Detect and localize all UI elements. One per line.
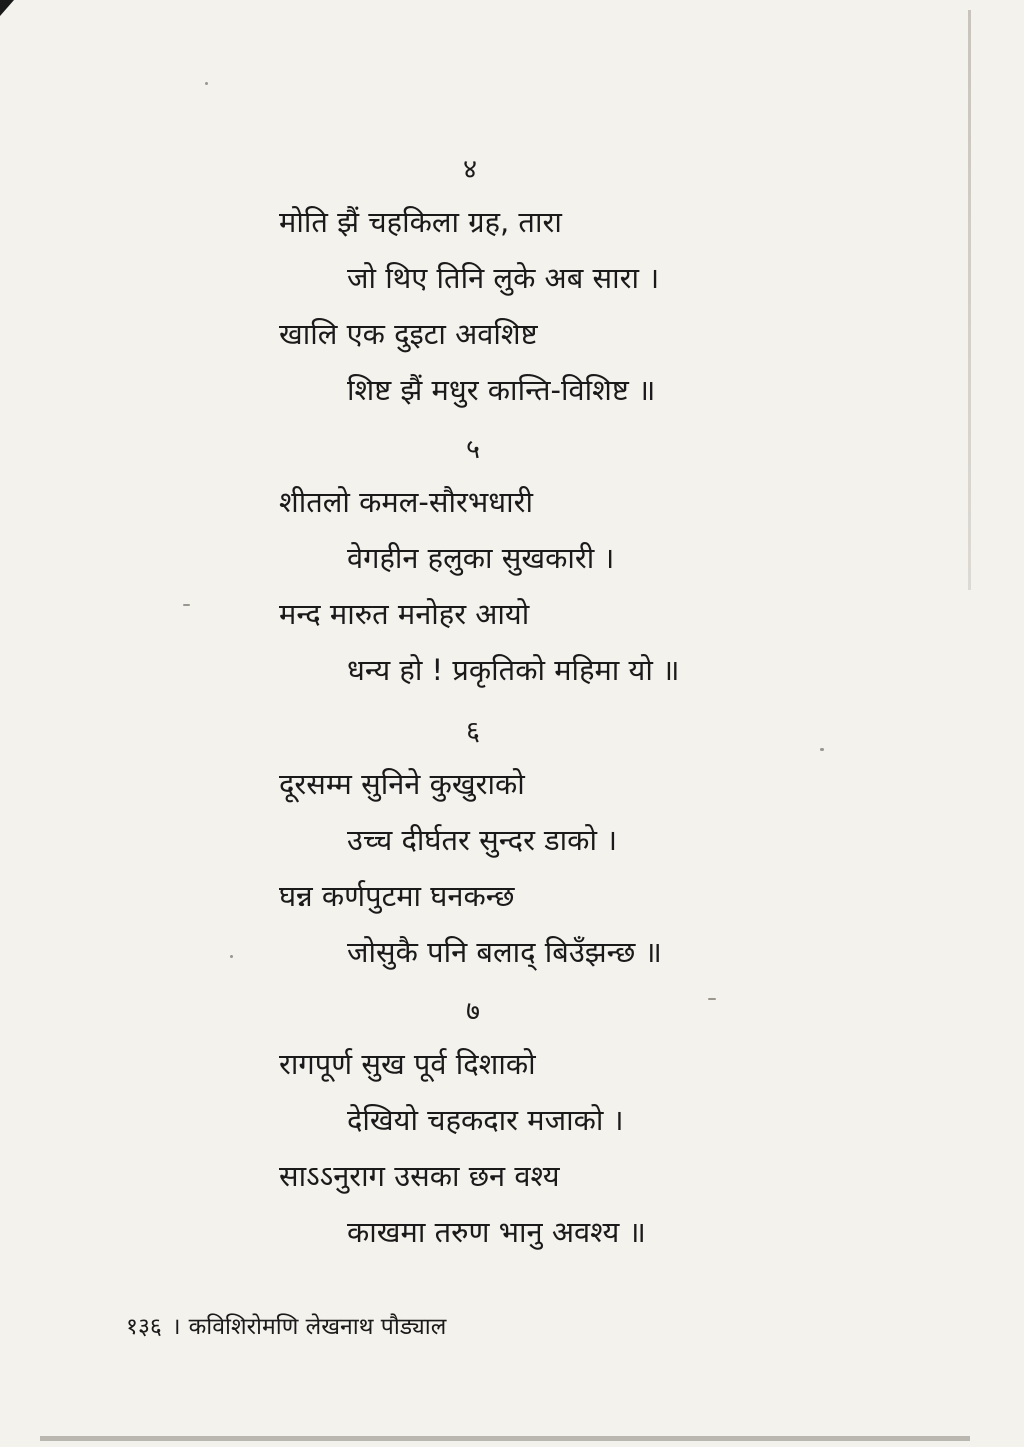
corner-mark [0,0,14,16]
speck [183,604,190,606]
verse-line: जो थिए तिनि लुके अब सारा । [347,261,660,295]
verse-line: शीतलो कमल-सौरभधारी [279,485,533,519]
verse-line: शिष्ट झैं मधुर कान्ति-विशिष्ट ॥ [347,373,656,407]
verse-line: घन्न कर्णपुटमा घनकन्छ [279,879,515,913]
stanza-number: ५ [466,434,481,465]
page-bottom-edge [40,1436,970,1441]
verse-line: साऽऽनुराग उसका छन वश्य [279,1159,560,1193]
verse-line: काखमा तरुण भानु अवश्य ॥ [347,1215,646,1249]
verse-line: उच्च दीर्घतर सुन्दर डाको । [347,823,618,857]
verse-line: रागपूर्ण सुख पूर्व दिशाको [279,1047,536,1081]
verse-line: जोसुकै पनि बलाद् बिउँझन्छ ॥ [347,935,662,969]
verse-line: देखियो चहकदार मजाको । [347,1103,624,1137]
verse-line: दूरसम्म सुनिने कुखुराको [279,767,525,801]
verse-line: मन्द मारुत मनोहर आयो [279,597,530,631]
page-edge-shadow [968,10,971,590]
stanza-number: ७ [466,996,481,1027]
speck [205,82,208,85]
verse-line: धन्य हो ! प्रकृतिको महिमा यो ॥ [347,653,680,687]
page-footer [126,1312,446,1342]
speck [820,748,824,751]
verse-line: खालि एक दुइटा अवशिष्ट [279,317,538,351]
footer-separator: । [171,1314,181,1340]
stanza-number: ६ [466,716,481,747]
verse-line: वेगहीन हलुका सुखकारी । [347,541,615,575]
page-number: १३६ [126,1314,162,1340]
speck [708,998,716,1000]
verse-line: मोति झैं चहकिला ग्रह, तारा [279,205,562,239]
stanza-number: ४ [463,154,478,185]
speck [230,955,233,958]
book-title: कविशिरोमणि लेखनाथ पौड्याल [188,1314,447,1340]
